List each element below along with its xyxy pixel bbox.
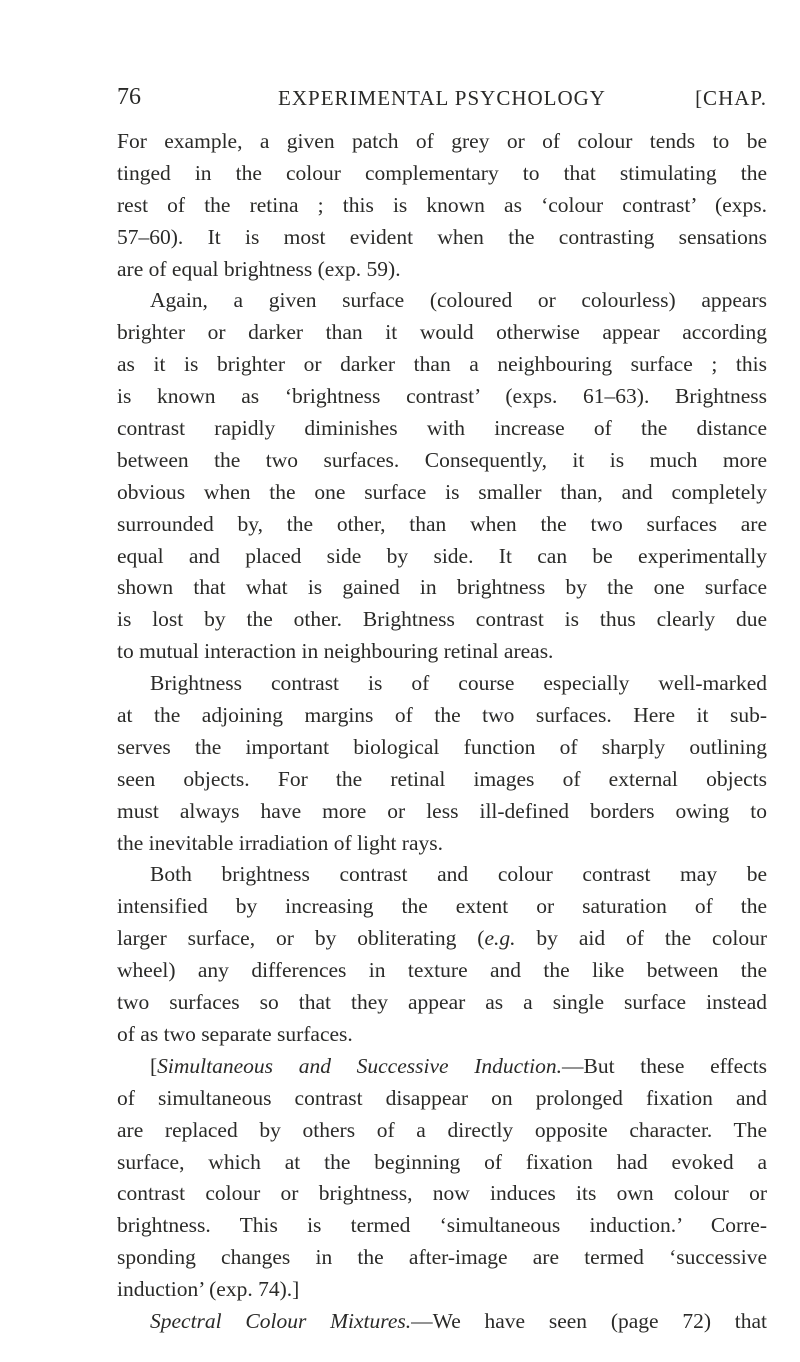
text-line: 57–60). It is most evident when the contrasting sensations — [117, 224, 767, 249]
text-line: rest of the retina ; this is known as ‘colour contrast’ (exps. — [117, 192, 767, 217]
text-line: of simultaneous contrast disappear on prolonged fixation and — [117, 1085, 767, 1110]
text-line: serves the important biological function of sharply outlining — [117, 734, 767, 759]
text-line: Brightness contrast is of course especially well-marked — [150, 671, 767, 696]
running-title: EXPERIMENTAL PSYCHOLOGY — [278, 86, 606, 110]
text-line: surface, which at the beginning of fixation had evoked a — [117, 1149, 767, 1174]
text-line: For example, a given patch of grey or of colour tends to be — [117, 129, 767, 153]
text-line: Both brightness contrast and colour contrast may be — [150, 862, 767, 887]
text-line: brightness. This is termed ‘simultaneous induction.’ Corre- — [117, 1213, 767, 1238]
text-line: wheel) any differences in texture and the like between the — [117, 958, 767, 983]
text-line: larger surface, or by obliterating (e.g. by aid of the colour — [117, 926, 767, 951]
text-line: between the two surfaces. Consequently, it is much more — [117, 447, 767, 472]
text-line: at the adjoining margins of the two surfaces. Here it sub- — [117, 703, 767, 728]
text-line: contrast rapidly diminishes with increase of the distance — [117, 416, 767, 441]
text-line: sponding changes in the after-image are termed ‘successive — [117, 1245, 767, 1270]
text-line: to mutual interaction in neighbouring retinal areas. — [117, 639, 554, 664]
text-line: of as two separate surfaces. — [117, 1021, 353, 1046]
text-line: induction’ (exp. 74).] — [117, 1277, 300, 1302]
page-number: 76 — [117, 84, 141, 110]
text-line: shown that what is gained in brightness by the one surface — [117, 575, 767, 600]
text-line: Again, a given surface (coloured or colourless) appears — [150, 288, 767, 313]
text-line: are replaced by others of a directly opposite character. The — [117, 1117, 767, 1142]
text-line: tinged in the colour complementary to that stimulating the — [117, 160, 767, 185]
text-line: seen objects. For the retinal images of external objects — [117, 766, 767, 791]
text-line: is known as ‘brightness contrast’ (exps. 61–63). Brightness — [117, 384, 767, 409]
text-line: brighter or darker than it would otherwise appear according — [117, 320, 767, 345]
text-line: obvious when the one surface is smaller than, and completely — [117, 479, 767, 504]
text-line: surrounded by, the other, than when the two surfaces are — [117, 511, 767, 536]
text-line: contrast colour or brightness, now induces its own colour or — [117, 1181, 767, 1206]
body-text — [117, 126, 767, 1338]
text-line: the inevitable irradiation of light rays. — [117, 830, 443, 855]
text-line: two surfaces so that they appear as a single surface instead — [117, 990, 767, 1015]
running-header — [117, 84, 767, 114]
chapter-label: [CHAP. — [695, 86, 767, 110]
text-line: equal and placed side by side. It can be experimentally — [117, 543, 767, 568]
text-line: is lost by the other. Brightness contrast is thus clearly due — [117, 607, 767, 632]
text-line: as it is brighter or darker than a neighbouring surface ; this — [117, 352, 767, 377]
text-line: must always have more or less ill-defined borders owing to — [117, 798, 767, 823]
text-line: intensified by increasing the extent or saturation of the — [117, 894, 767, 919]
text-line: Spectral Colour Mixtures.—We have seen (page 72) that — [150, 1308, 767, 1333]
text-line: are of equal brightness (exp. 59). — [117, 256, 401, 281]
text-line: [Simultaneous and Successive Induction.—But these effects — [150, 1053, 767, 1078]
